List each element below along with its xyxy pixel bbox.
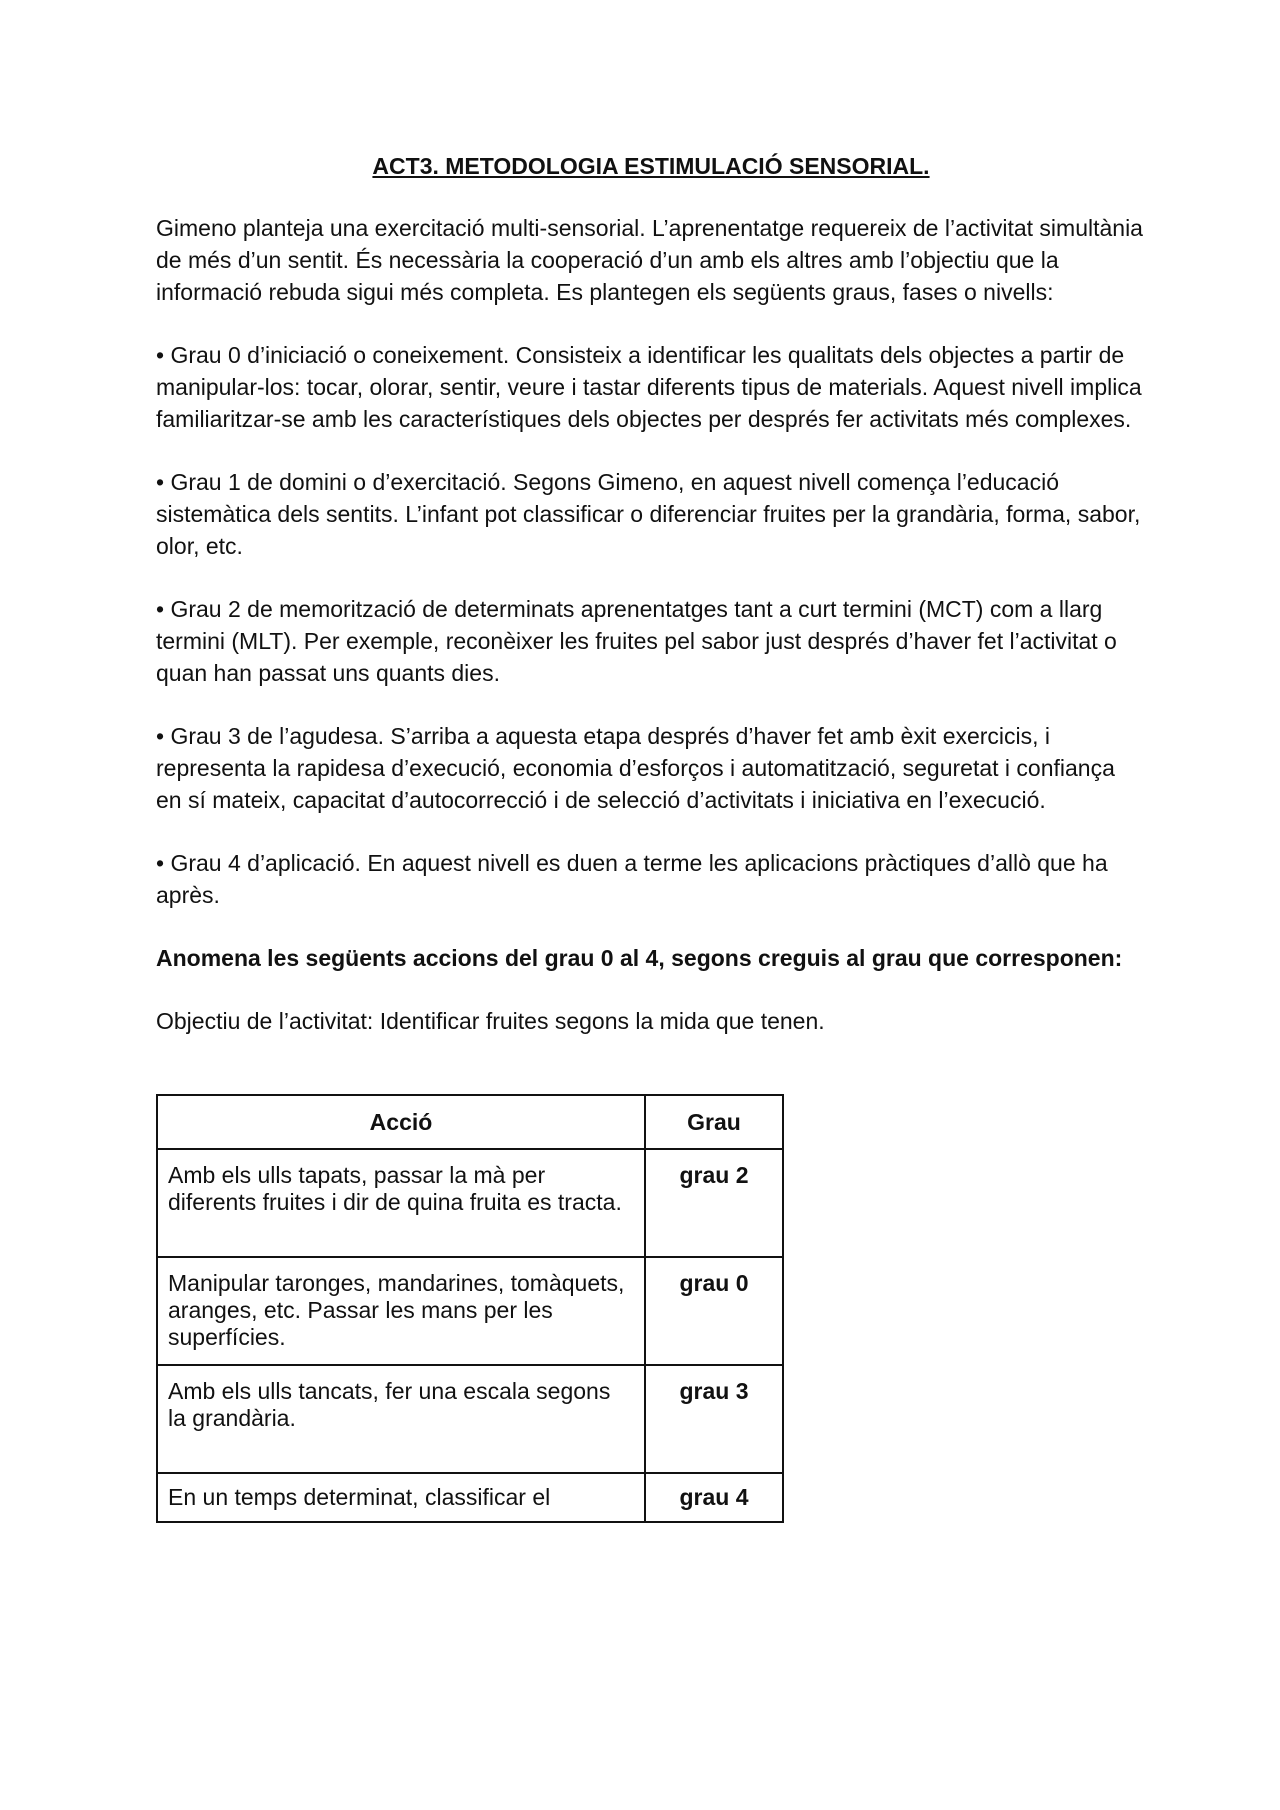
header-grade: Grau [645,1095,783,1149]
grade-cell: grau 2 [645,1149,783,1257]
grade-cell: grau 0 [645,1257,783,1365]
level-2-paragraph: • Grau 2 de memorització de determinats aprenentatges tant a curt termini (MCT) com a llarg termini (MLT). Per exemple, reconèixer les fruites pel sabor just després d’haver fet l’activitat o quan han passat uns quants dies. [156,596,1117,686]
table-row [157,1149,783,1257]
action-cell: Amb els ulls tapats, passar la mà per diferents fruites i dir de quina fruita es tracta. [157,1149,645,1257]
table-header-row [157,1095,783,1149]
header-action: Acció [157,1095,645,1149]
grade-cell: grau 3 [645,1365,783,1473]
level-3-paragraph: • Grau 3 de l’agudesa. S’arriba a aquesta etapa després d’haver fet amb èxit exercicis, i representa la rapidesa d’execució, economia d’esforços i automatització, seguretat i confiança en sí mateix, capacitat d’autocorrecció i de selecció d’activitats i iniciativa en l’execució. [156,723,1115,813]
table-row [157,1257,783,1365]
objective-text: Objectiu de l’activitat: Identificar fruites segons la mida que tenen. [156,1008,825,1034]
action-cell: Manipular taronges, mandarines, tomàquets, aranges, etc. Passar les mans per les superfícies. [157,1257,645,1365]
instruction-text: Anomena les següents accions del grau 0 al 4, segons creguis al grau que corresponen: [156,945,1123,971]
document-page [156,150,1146,1523]
level-1-paragraph: • Grau 1 de domini o d’exercitació. Segons Gimeno, en aquest nivell comença l’educació sistemàtica dels sentits. L’infant pot classificar o diferenciar fruites per la grandària, forma, sabor, olor, etc. [156,469,1141,559]
level-4-paragraph: • Grau 4 d’aplicació. En aquest nivell es duen a terme les aplicacions pràctiques d’allò que ha après. [156,850,1108,908]
action-cell: Amb els ulls tancats, fer una escala segons la grandària. [157,1365,645,1473]
action-cell: En un temps determinat, classificar el [157,1473,645,1522]
actions-table [156,1094,784,1523]
table-row [157,1365,783,1473]
intro-paragraph: Gimeno planteja una exercitació multi-sensorial. L’aprenentatge requereix de l’activitat simultània de més d’un sentit. És necessària la cooperació d’un amb els altres amb l’objectiu que la informació rebuda sigui més completa. Es plantegen els següents graus, fases o nivells: [156,215,1143,305]
grade-cell: grau 4 [645,1473,783,1522]
table-row [157,1473,783,1522]
document-title: ACT3. METODOLOGIA ESTIMULACIÓ SENSORIAL. [372,153,930,179]
level-0-paragraph: • Grau 0 d’iniciació o coneixement. Consisteix a identificar les qualitats dels objectes a partir de manipular-los: tocar, olorar, sentir, veure i tastar diferents tipus de materials. Aquest nivell implica familiaritzar-se amb les característiques dels objectes per després fer activitats més complexes. [156,342,1142,432]
